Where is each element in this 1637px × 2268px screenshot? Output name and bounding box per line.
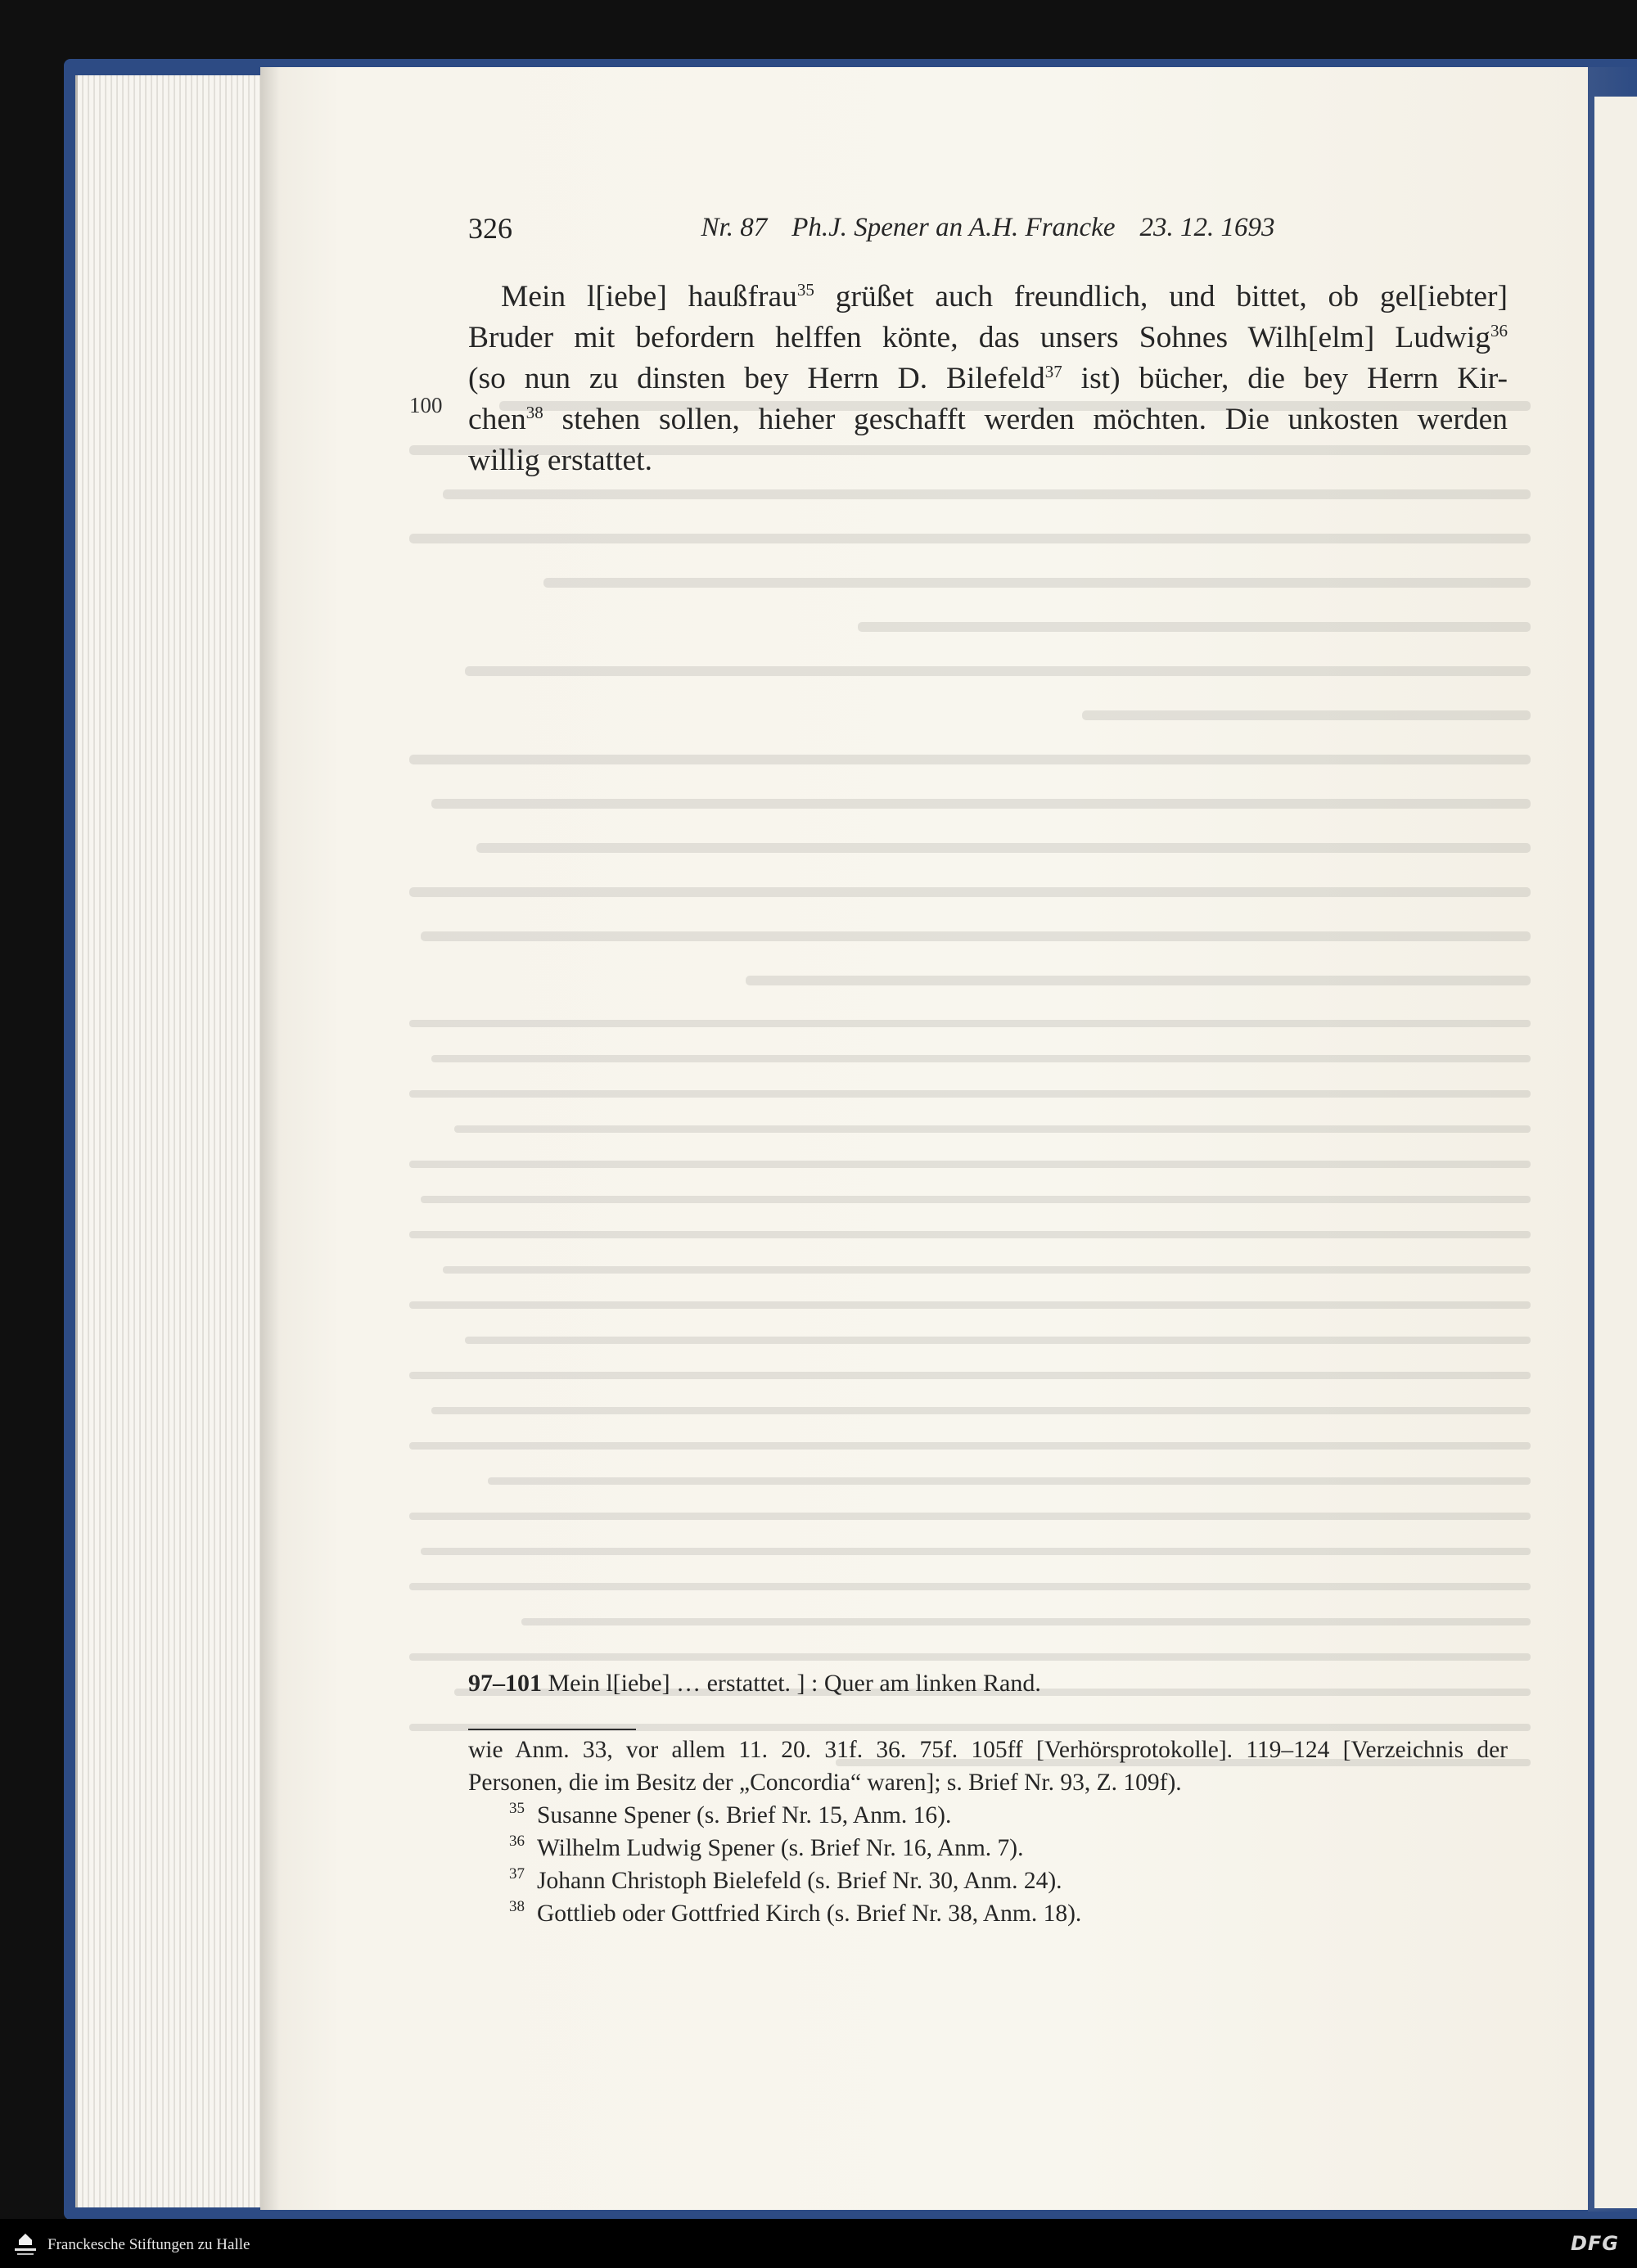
footnote <box>468 1864 1508 1897</box>
adjacent-page-edge <box>1594 97 1637 2208</box>
footnote <box>468 1799 1508 1832</box>
footnote-ref: 36 <box>1490 320 1508 340</box>
running-nr: Nr. 87 <box>701 213 768 242</box>
footnote-ref: 38 <box>525 402 543 422</box>
apparatus-ref: 97–101 <box>468 1670 542 1697</box>
line-number: 100 <box>409 393 443 417</box>
page-edges <box>75 75 272 2207</box>
footnote-number: 35 <box>509 1800 525 1817</box>
viewer-footer <box>0 2219 1637 2268</box>
footnote-number: 36 <box>509 1833 525 1850</box>
footnote-text: Susanne Spener (s. Brief Nr. 15, Anm. 16). <box>537 1802 952 1828</box>
page-header <box>468 211 1508 250</box>
text-line: Mein l[iebe] haußfrau$^{35}$ grüßet auch freundlich, und bittet, ob gel[iebter] <box>501 279 1508 313</box>
page-number: 326 <box>468 212 512 245</box>
text-line: Bruder mit befordern helffen könte, das unsers Sohnes Wilh[elm] Ludwig$^{36}$ <box>468 320 1508 354</box>
footnote <box>468 1832 1508 1864</box>
footnotes <box>468 1734 1508 1930</box>
footnote <box>468 1897 1508 1930</box>
footnote-continuation: wie Anm. 33, vor allem 11. 20. 31f. 36. 75f. 105ff [Verhörsprotokolle]. 119–124 [Verzeichnis der <box>468 1737 1508 1763</box>
critical-apparatus <box>468 1670 1508 1698</box>
letter-text <box>468 277 1508 481</box>
footnote-number: 38 <box>509 1898 525 1915</box>
footnote-number: 37 <box>509 1865 525 1882</box>
footnote-continuation: Personen, die im Besitz der „Concordia“ waren]; s. Brief Nr. 93, Z. 109f). <box>468 1770 1182 1796</box>
footnote-text: Gottlieb oder Gottfried Kirch (s. Brief Nr. 38, Anm. 18). <box>537 1901 1082 1927</box>
page-shadow <box>260 67 280 2210</box>
running-head <box>468 213 1508 243</box>
institution-name: Franckesche Stiftungen zu Halle <box>47 2236 250 2253</box>
footnote-text: Johann Christoph Bielefeld (s. Brief Nr. 30, Anm. 24). <box>537 1868 1062 1894</box>
dfg-logo: DFG <box>1570 2232 1619 2255</box>
footnote-text: Wilhelm Ludwig Spener (s. Brief Nr. 16, Anm. 7). <box>537 1835 1024 1861</box>
text-line: chen$^{38}$ stehen sollen, hieher geschafft werden möchten. Die unkosten werden <box>468 402 1508 436</box>
apparatus-text: Mein l[iebe] … erstattet. ] : Quer am linken Rand. <box>548 1670 1041 1697</box>
text-line: (so nun zu dinsten bey Herrn D. Bilefeld$^{37}$ ist) bücher, die bey Herrn Kir- <box>468 361 1508 395</box>
running-title: Ph.J. Spener an A.H. Francke <box>791 213 1116 242</box>
institution-logo-icon <box>13 2232 38 2261</box>
footnote-ref: 35 <box>796 279 814 300</box>
bleed-through-text <box>409 401 1531 1956</box>
text-line: willig erstattet. <box>468 444 652 477</box>
running-date: 23. 12. 1693 <box>1139 213 1275 242</box>
footnote-ref: 37 <box>1044 361 1062 381</box>
footnote-rule <box>468 1729 636 1730</box>
